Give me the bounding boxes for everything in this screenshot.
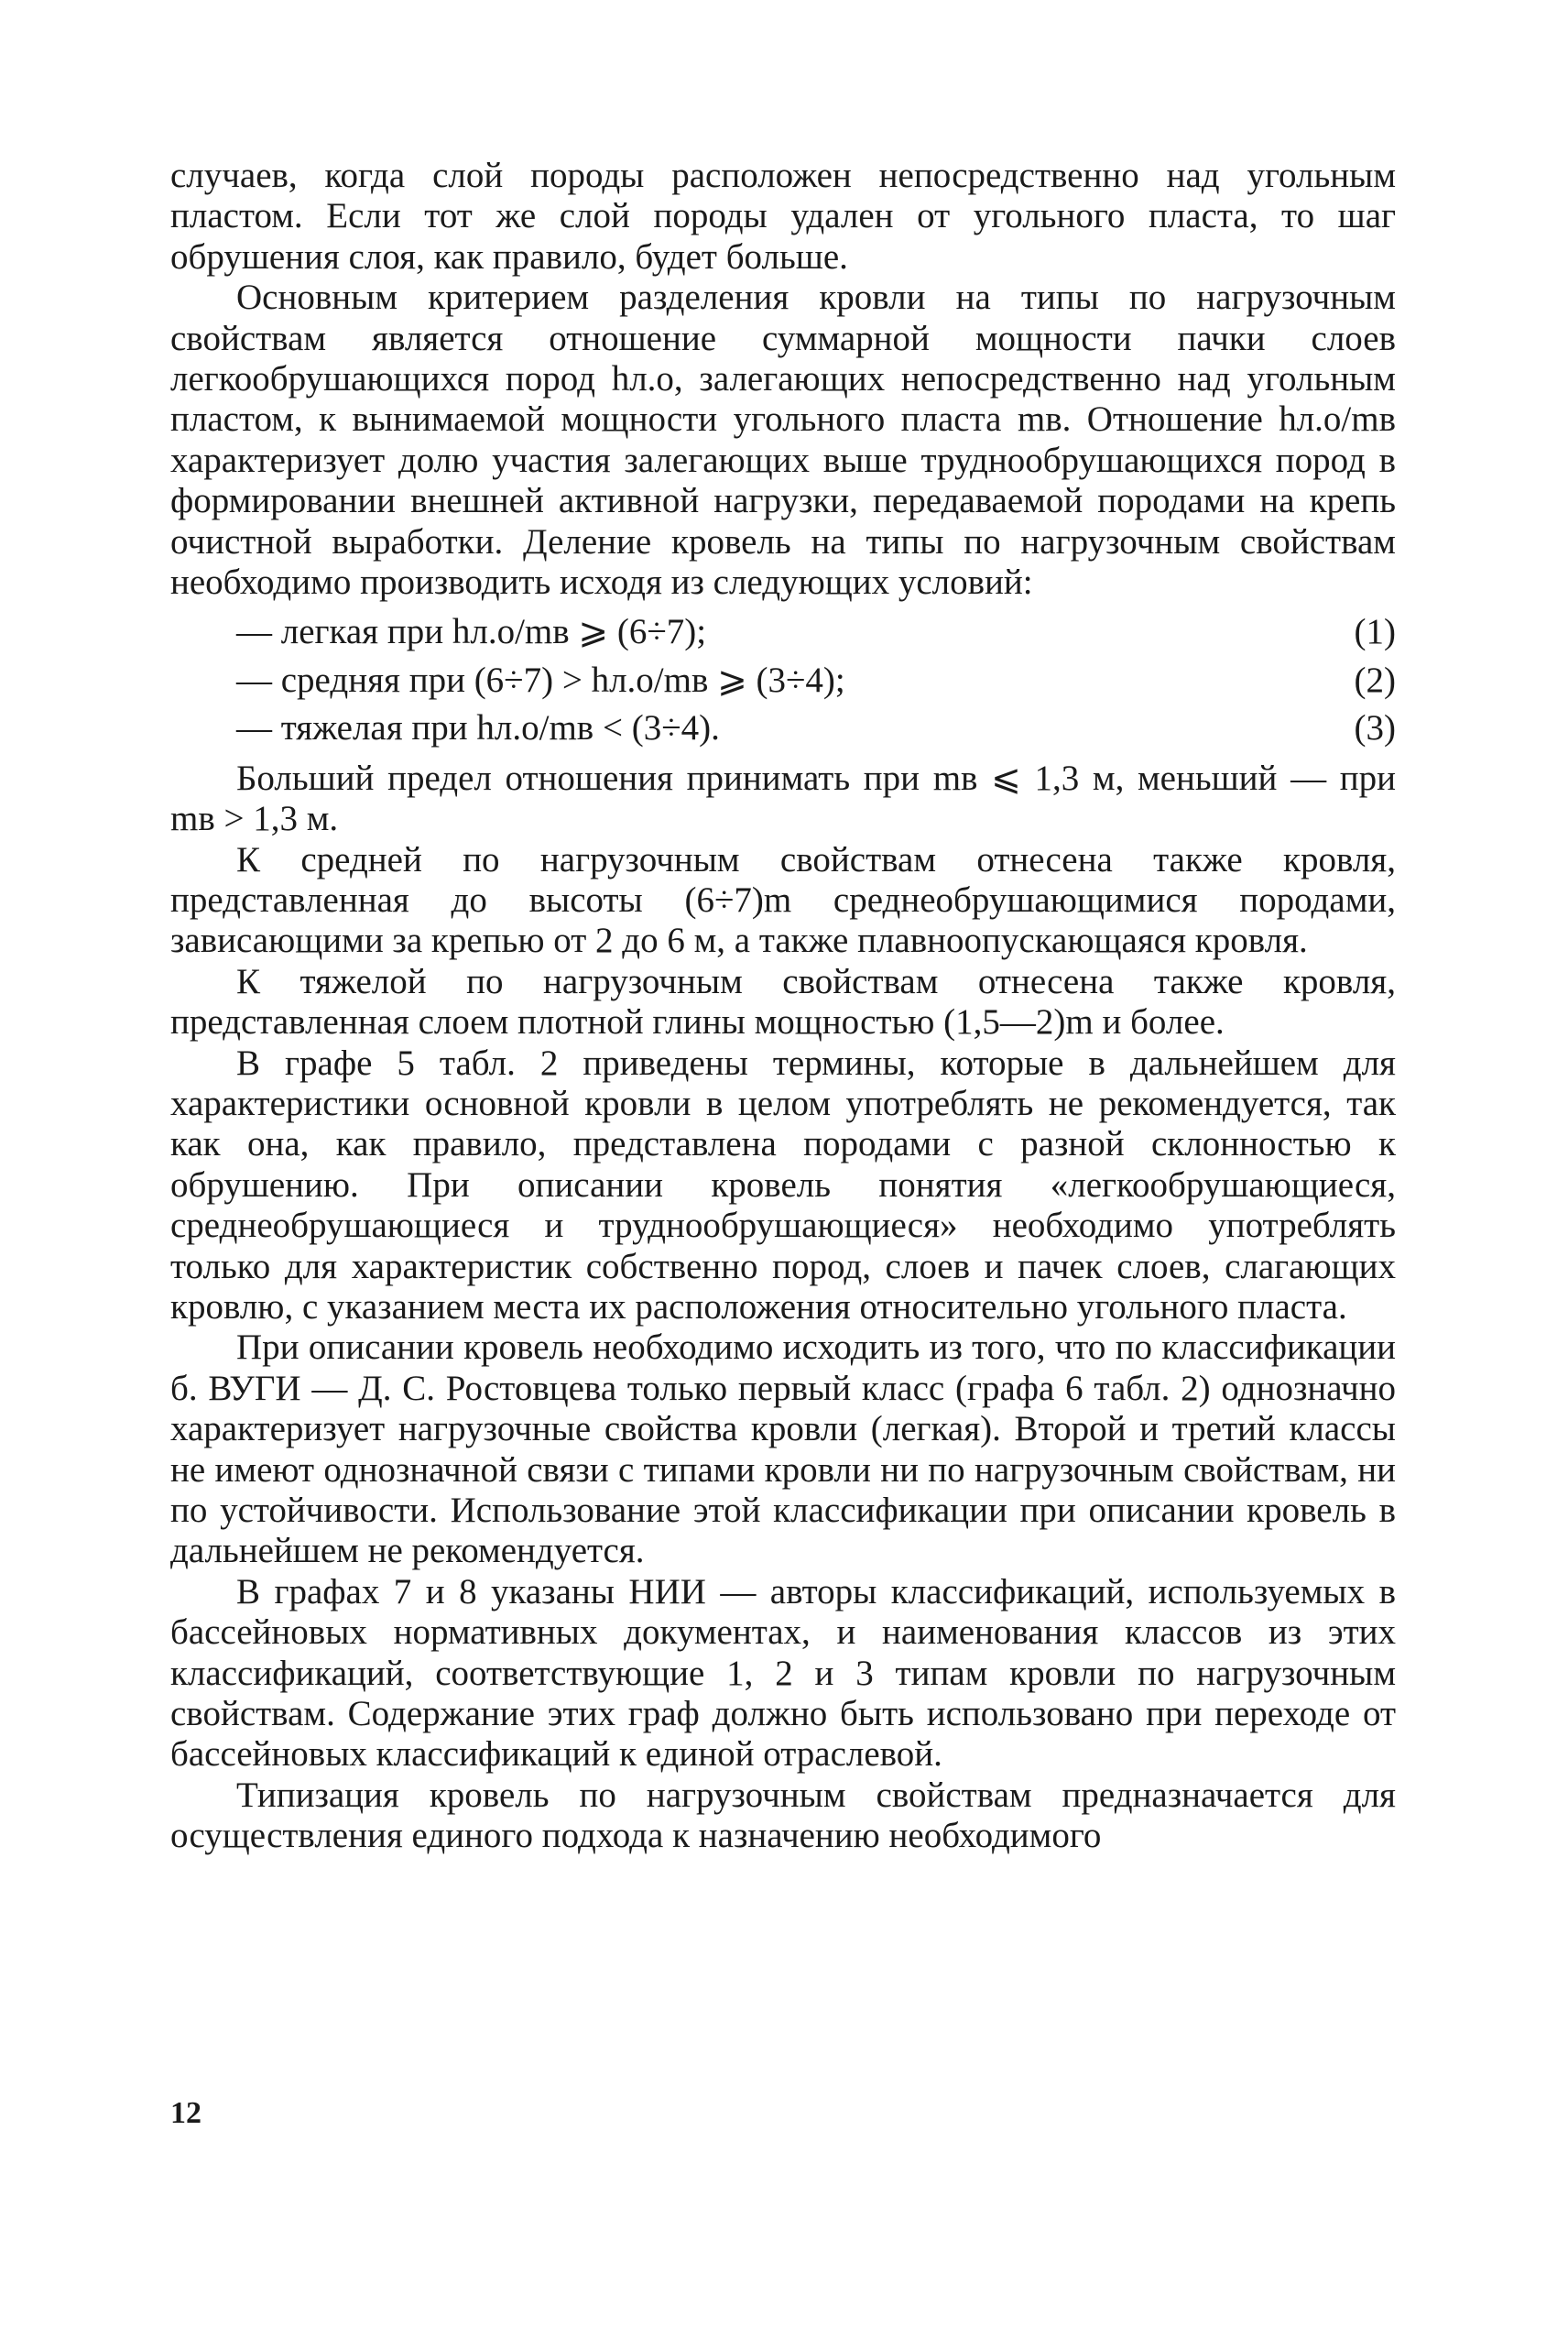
paragraph-typification: Типизация кровель по нагрузочным свойствам предназначается для осуществления единого подхода к назначению необходимого	[170, 1775, 1396, 1856]
formula-text: — тяжелая при hл.о/mв < (3÷4).	[236, 708, 720, 748]
formula-list	[170, 612, 1396, 748]
paragraph-heavy-roof: К тяжелой по нагрузочным свойствам отнесена также кровля, представленная слоем плотной глины мощностью (1,5—2)m и более.	[170, 961, 1396, 1043]
paragraph-continuation: случаев, когда слой породы расположен непосредственно над угольным пластом. Если тот же слой породы удален от угольного пласта, то шаг обрушения слоя, как правило, будет больше.	[170, 156, 1396, 277]
paragraph-vugi-classification: При описании кровель необходимо исходить из того, что по классификации б. ВУГИ — Д. С. Ростовцева только первый класс (графа 6 табл. 2) однозначно характеризует нагрузочные свойства кровли (легкая). Второй и третий классы не имеют однозначной связи с типами кровли ни по нагрузочным свойствам, ни по устойчивости. Использование этой классификации при описании кровель в дальнейшем не рекомендуется.	[170, 1327, 1396, 1571]
formula-number: (1)	[1354, 612, 1396, 652]
formula-line-light	[170, 612, 1396, 652]
paragraph-limit: Больший предел отношения принимать при mв ⩽ 1,3 м, меньший — при mв > 1,3 м.	[170, 758, 1396, 839]
formula-line-heavy	[170, 708, 1396, 748]
formula-number: (2)	[1354, 660, 1396, 700]
paragraph-column-5: В графе 5 табл. 2 приведены термины, которые в дальнейшем для характеристики основной кровли в целом употреблять не рекомендуется, так как она, как правило, представлена породами с разной склонностью к обрушению. При описании кровель понятия «легкообрушающиеся, среднеобрушающиеся и труднообрушающиеся» необходимо употреблять только для характеристик собственно пород, слоев и пачек слоев, слагающих кровлю, с указанием места их расположения относительно угольного пласта.	[170, 1043, 1396, 1327]
formula-text: — средняя при (6÷7) > hл.о/mв ⩾ (3÷4);	[236, 660, 845, 700]
paragraph-columns-7-8: В графах 7 и 8 указаны НИИ — авторы классификаций, используемых в бассейновых нормативных документах, и наименования классов из этих классификаций, соответствующие 1, 2 и 3 типам кровли по нагрузочным свойствам. Содержание этих граф должно быть использовано при переходе от бассейновых классификаций к единой отраслевой.	[170, 1571, 1396, 1775]
page-number: 12	[170, 2096, 201, 2130]
body-text	[170, 156, 1396, 1857]
formula-text: — легкая при hл.о/mв ⩾ (6÷7);	[236, 612, 707, 652]
paragraph-medium-roof: К средней по нагрузочным свойствам отнесена также кровля, представленная до высоты (6÷7)m среднеобрушающимися породами, зависающими за крепью от 2 до 6 м, а также плавноопускающаяся кровля.	[170, 839, 1396, 961]
formula-number: (3)	[1354, 708, 1396, 748]
formula-line-medium	[170, 661, 1396, 701]
paragraph-criterion: Основным критерием разделения кровли на типы по нагрузочным свойствам является отношение суммарной мощности пачки слоев легкообрушающихся пород hл.о, залегающих непосредственно над угольным пластом, к вынимаемой мощности угольного пласта mв. Отношение hл.о/mв характеризует долю участия залегающих выше труднообрушающихся пород в формировании внешней активной нагрузки, передаваемой породами на крепь очистной выработки. Деление кровель на типы по нагрузочным свойствам необходимо производить исходя из следующих условий:	[170, 278, 1396, 603]
